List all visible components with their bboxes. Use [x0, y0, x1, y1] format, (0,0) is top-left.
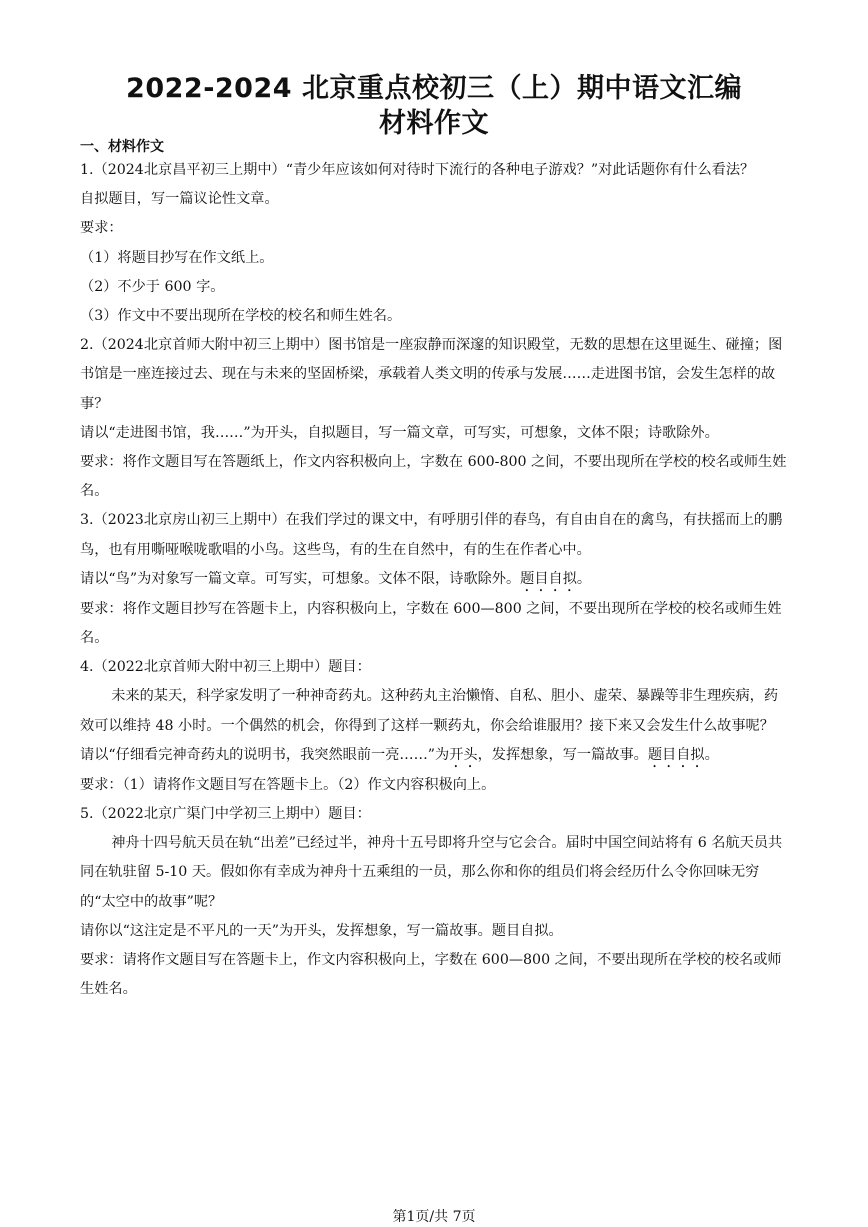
question-list [80, 156, 792, 1004]
q1-req-label: 要求： [80, 220, 123, 237]
page-footer: 第1页/共 7页 [392, 1209, 476, 1225]
q3-prompt: 请以“鸟”为对象写一篇文章。可写实，可想象。文体不限，诗歌除外。题目自拟。 [80, 570, 592, 587]
q1-req1: （1）将题目抄写在作文纸上。 [80, 249, 274, 266]
section-heading: 一、材料作文 [80, 139, 164, 155]
q5-prompt: 请你以“这注定是不平凡的一天”为开头，发挥想象，写一篇故事。题目自拟。 [80, 922, 563, 939]
q5-requirement: 要求：请将作文题目写在答题卡上，作文内容积极向上，字数在 600—800 之间，不要出现所在学校的校名或师生姓名。 [80, 952, 782, 998]
q4-material: 未来的某天，科学家发明了一种神奇药丸。这种药丸主治懒惰、自私、胆小、虚荣、暴躁等非生理疾病，药效可以维持 48 小时。一个偶然的机会，你得到了这样一颗药丸，你会给谁服用？接下来又会发生什么故事呢？ [80, 688, 779, 734]
document-subtitle: 材料作文 [379, 108, 489, 139]
q4-requirement: 要求：（1）请将作文题目写在答题卡上。（2）作文内容积极向上。 [80, 776, 496, 793]
q1-line1: 1.（2024北京昌平初三上期中）“青少年应该如何对待时下流行的各种电子游戏？”对此话题你有什么看法？ [80, 162, 755, 178]
q1-req3: （3）作文中不要出现所在学校的校名和师生姓名。 [80, 308, 402, 325]
q3-requirement: 要求：将作文题目抄写在答题卡上，内容积极向上，字数在 600—800 之间，不要出现所在学校的校名或师生姓名。 [80, 600, 782, 647]
q5-material: 神舟十四号航天员在轨“出差”已经过半，神舟十五号即将升空与它会合。届时中国空间站将有 6 名航天员共同在轨驻留 5-10 天。假如你有幸成为神舟十五乘组的一员，那么你和你的组员们将会经历什么令你回味无穷的“太空中的故事”呢？ [80, 835, 783, 910]
q4-header: 4.（2022北京首师大附中初三上期中）题目： [80, 659, 371, 676]
q1-line2: 自拟题目，写一篇议论性文章。 [80, 191, 279, 208]
q1-req2: （2）不少于 600 字。 [80, 278, 225, 295]
q2-prompt: 请以“走进图书馆，我……”为开头，自拟题目，写一篇文章，可写实，可想象，文体不限；诗歌除外。 [80, 424, 719, 441]
document-title: 2022-2024 北京重点校初三（上）期中语文汇编 [126, 73, 742, 104]
q2-requirement: 要求：将作文题目写在答题纸上，作文内容积极向上，字数在 600-800 之间，不要出现所在学校的校名或师生姓名。 [80, 454, 787, 500]
q2-material: 2.（2024北京首师大附中初三上期中）图书馆是一座寂静而深邃的知识殿堂，无数的思想在这里诞生、碰撞；图书馆是一座连接过去、现在与未来的坚固桥梁，承载着人类文明的传承与发展……走进图书馆，会发生怎样的故事？ [80, 337, 783, 412]
q5-header: 5.（2022北京广渠门中学初三上期中）题目： [80, 806, 371, 823]
q4-prompt: 请以“仔细看完神奇药丸的说明书，我突然眼前一亮……”为开头，发挥想象，写一篇故事。题目自拟。 [80, 746, 719, 763]
q3-material: 3.（2023北京房山初三上期中）在我们学过的课文中，有呼朋引伴的春鸟，有自由自在的禽鸟，有扶摇而上的鹏鸟，也有用嘶哑喉咙歌唱的小鸟。这些鸟，有的生在自然中，有的生在作者心中。 [80, 512, 783, 558]
